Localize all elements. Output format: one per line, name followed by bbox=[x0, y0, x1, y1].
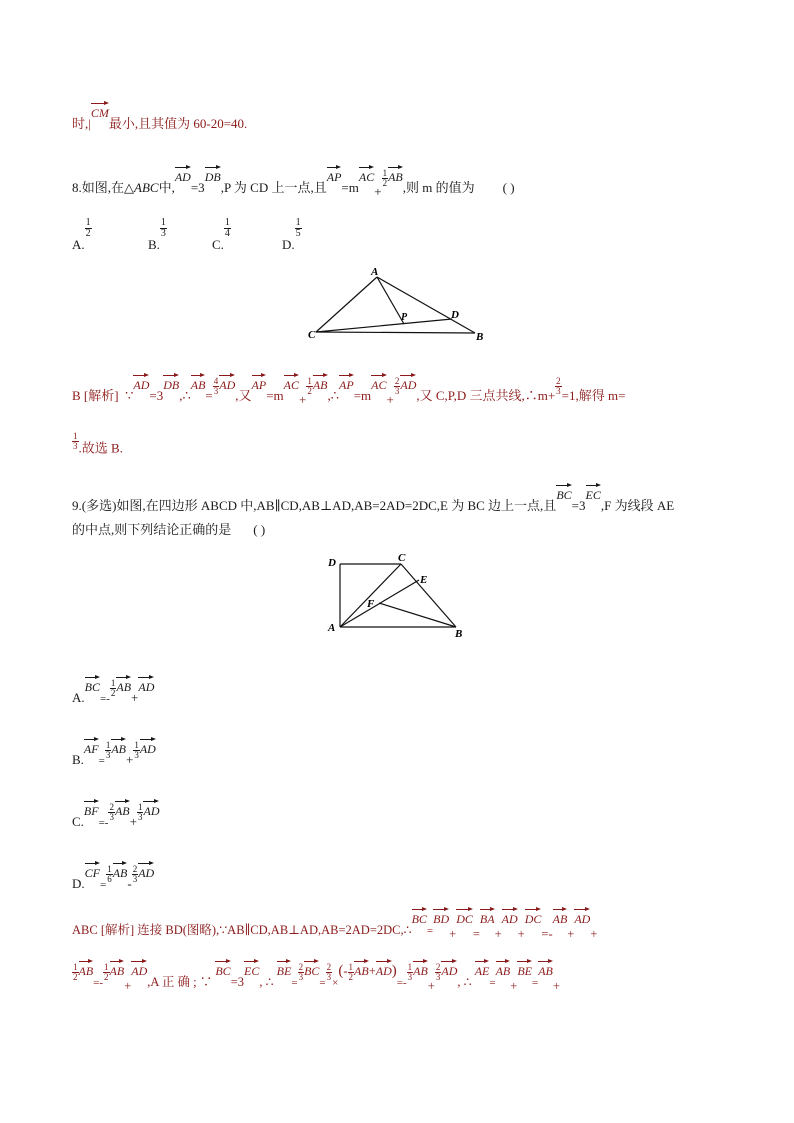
vector-dc: DC bbox=[525, 907, 542, 926]
vector-ba: BA bbox=[480, 907, 495, 926]
option-label: C. bbox=[72, 814, 84, 829]
vector-ab: AB bbox=[413, 959, 428, 978]
q8-triangle-figure bbox=[300, 262, 500, 344]
text: =- bbox=[98, 817, 109, 829]
text: + bbox=[374, 184, 382, 199]
fraction: $\frac{1}{5}$ bbox=[295, 217, 301, 239]
vector-ab: AB bbox=[313, 373, 328, 392]
fraction: $\frac{1}{3}$ bbox=[407, 961, 413, 982]
text: 9.(多选)如图,在四边形 ABCD 中,AB∥CD,AB⊥AD,AB=2AD=2DC,E 为 BC 边上一点,且 bbox=[72, 498, 557, 513]
carryover-line bbox=[72, 106, 248, 132]
text: =m bbox=[266, 388, 284, 403]
text: .故选 B. bbox=[78, 440, 123, 456]
text: ,又 C,P,D 三点共线,∴m+ bbox=[416, 388, 556, 403]
vector-ad: AD bbox=[574, 907, 590, 926]
text: + bbox=[567, 927, 575, 941]
fraction: $\frac{1}{2}$ bbox=[110, 677, 116, 698]
text: = bbox=[489, 977, 496, 989]
vector-ab: AB bbox=[553, 907, 568, 926]
text: ,∴ bbox=[327, 388, 340, 403]
vector-ad: AD bbox=[143, 799, 159, 818]
text: + bbox=[552, 979, 560, 993]
vector-ab: AB bbox=[116, 675, 131, 694]
vector-bc: BC bbox=[412, 907, 427, 926]
vector-ac: AC bbox=[359, 165, 374, 184]
vector-ad: AD bbox=[140, 737, 156, 756]
fraction: $\frac{1}{2}$ bbox=[73, 961, 78, 982]
option-label: D. bbox=[282, 237, 295, 253]
vector-ab: AB bbox=[79, 959, 94, 978]
q9-trapezoid-figure bbox=[320, 550, 470, 642]
text: , ∴ bbox=[457, 975, 472, 989]
text: = bbox=[319, 977, 326, 989]
text: =3 bbox=[190, 180, 205, 195]
vector-ad: AD bbox=[219, 373, 235, 392]
text: △ABC bbox=[124, 180, 159, 195]
text: + bbox=[517, 927, 525, 941]
text: 中, bbox=[158, 180, 175, 195]
fraction: $\frac{1}{2}$ bbox=[104, 961, 109, 982]
fraction: $\frac{2}{3}$ bbox=[132, 863, 138, 884]
fraction: $\frac{2}{3}$ bbox=[326, 961, 332, 982]
vector-be: BE bbox=[277, 959, 292, 978]
segment-cb bbox=[401, 564, 456, 627]
label-a: A bbox=[328, 622, 336, 634]
q9-analysis-cont: $\frac{1}{2}$ AB=- $\frac{1}{2}$ AB+AD,A 正 确 ; ∵ BC=3EC, ∴ BE= $\frac{2}{3}$ BC= $\frac{2}{3}$ ×(- $\frac{1}{2}$ AB+AD)=- $\frac{1}{3}$ AB+ $\frac{2}{3}$ AD, ∴ AE=AB+BE=AB+ bbox=[72, 970, 560, 993]
text: 时,| bbox=[72, 116, 91, 131]
fraction: $\frac{4}{3}$ bbox=[213, 375, 219, 396]
vector-bc: BC bbox=[556, 483, 571, 502]
option-label: B. bbox=[72, 752, 84, 767]
q8-analysis bbox=[72, 375, 626, 407]
vector-bc: BC bbox=[215, 959, 230, 978]
fraction: $\frac{2}{3}$ bbox=[394, 375, 400, 396]
vector-cf: CF bbox=[85, 861, 100, 880]
vector-ap: AP bbox=[252, 373, 267, 392]
fraction: $\frac{1}{3}$ bbox=[105, 739, 111, 760]
vector-ab: AB bbox=[113, 861, 128, 880]
label-c: C bbox=[308, 329, 316, 341]
q9-analysis bbox=[72, 912, 598, 941]
text: + bbox=[449, 927, 457, 941]
vector-ab: AB bbox=[115, 799, 130, 818]
vector-ac: AC bbox=[371, 373, 386, 392]
vector-ab: AB bbox=[111, 737, 126, 756]
fraction: $\frac{1}{3}$ bbox=[137, 801, 143, 822]
text: × bbox=[332, 977, 339, 989]
label-b: B bbox=[455, 628, 463, 640]
q9-option-a[interactable] bbox=[72, 677, 155, 709]
option-label: C. bbox=[212, 237, 224, 253]
text: + bbox=[494, 927, 502, 941]
q9-option-b[interactable] bbox=[72, 739, 156, 771]
q8-analysis-cont bbox=[72, 431, 123, 459]
vector-ap: AP bbox=[327, 165, 342, 184]
label-a: A bbox=[371, 266, 379, 278]
text: =1,解得 m= bbox=[561, 388, 626, 403]
vector-ab: AB bbox=[538, 959, 553, 978]
fraction: $\frac{1}{3}$ bbox=[134, 739, 139, 760]
option-label: D. bbox=[72, 876, 85, 891]
vector-bc: BC bbox=[304, 959, 319, 978]
vector-ad: AD bbox=[376, 959, 392, 978]
option-label: A. bbox=[72, 237, 85, 253]
q9-stem bbox=[72, 488, 675, 514]
text: + bbox=[129, 814, 137, 829]
vector-ad: AD bbox=[175, 165, 191, 184]
label-c: C bbox=[398, 552, 406, 564]
vector-ab: AB bbox=[496, 959, 511, 978]
text: + bbox=[299, 392, 307, 407]
option-label: B. bbox=[148, 237, 160, 253]
text: ,F 为线段 AE bbox=[600, 498, 675, 513]
fraction: $\frac{1}{3}$ bbox=[73, 431, 78, 451]
fraction: $\frac{1}{2}$ bbox=[307, 375, 312, 396]
vector-ab: AB bbox=[388, 165, 403, 184]
q9-option-d[interactable] bbox=[72, 863, 155, 895]
segment-fb bbox=[379, 603, 456, 627]
vector-ap: AP bbox=[339, 373, 354, 392]
option-label: A. bbox=[72, 690, 85, 705]
text: 的中点,则下列结论正确的是 bbox=[72, 522, 232, 537]
vector-ec: EC bbox=[586, 483, 601, 502]
vector-ab: AB bbox=[354, 959, 369, 978]
text: 最小,且其值为 60-20=40. bbox=[108, 116, 248, 131]
vector-bc: BC bbox=[85, 675, 100, 694]
text: = bbox=[99, 879, 107, 891]
text: =3 bbox=[230, 975, 244, 989]
vector-ab: AB bbox=[110, 959, 125, 978]
fraction: $\frac{2}{3}$ bbox=[109, 801, 114, 822]
fraction: $\frac{1}{2}$ bbox=[85, 217, 91, 239]
vector-db: DB bbox=[205, 165, 221, 184]
vector-ad: AD bbox=[138, 675, 154, 694]
fraction: $\frac{1}{2}$ bbox=[348, 961, 354, 982]
text: =m bbox=[353, 388, 372, 403]
text: = bbox=[472, 927, 480, 941]
text: + bbox=[125, 752, 134, 767]
text: =3 bbox=[149, 388, 164, 403]
answer-paren: ( ) bbox=[502, 180, 515, 195]
vector-bf: BF bbox=[84, 799, 99, 818]
q9-stem-line2 bbox=[72, 522, 265, 538]
label-f: F bbox=[367, 598, 375, 610]
label-e: E bbox=[420, 574, 428, 586]
vector-ab: AB bbox=[191, 373, 206, 392]
vector-cm: CM bbox=[91, 101, 109, 120]
text: = bbox=[531, 977, 539, 989]
text: + bbox=[510, 979, 518, 993]
text: = bbox=[205, 388, 213, 403]
vector-bd: BD bbox=[433, 907, 449, 926]
fraction: $\frac{1}{6}$ bbox=[107, 863, 112, 884]
text: + bbox=[386, 392, 394, 407]
vector-be: BE bbox=[517, 959, 532, 978]
label-p: P bbox=[401, 312, 408, 323]
text: =- bbox=[93, 977, 104, 989]
fraction: $\frac{2}{3}$ bbox=[298, 961, 304, 982]
text: 8.如图,在 bbox=[72, 180, 125, 195]
vector-ad: AD bbox=[502, 907, 518, 926]
text: = bbox=[98, 755, 105, 767]
q8-option-d[interactable] bbox=[282, 217, 302, 253]
segment-cd bbox=[316, 319, 452, 332]
vector-ae: AE bbox=[475, 959, 490, 978]
q8-stem bbox=[72, 167, 515, 199]
q8-option-b[interactable] bbox=[148, 217, 167, 253]
vector-ac: AC bbox=[284, 373, 299, 392]
text: = bbox=[291, 977, 298, 989]
segment-ac bbox=[316, 277, 377, 332]
answer-paren: ( ) bbox=[253, 522, 266, 537]
analysis-label: ABC [解析] 连接 BD(图略),∵AB∥CD,AB⊥AD,AB=2AD=2DC,∴ bbox=[72, 923, 412, 937]
label-b: B bbox=[476, 331, 484, 343]
text: ∵ bbox=[125, 388, 134, 403]
text: ,A 正 确 ; ∵ bbox=[147, 975, 213, 989]
q8-option-a[interactable] bbox=[72, 217, 92, 253]
fraction: $\frac{2}{3}$ bbox=[556, 375, 561, 396]
vector-db: DB bbox=[163, 373, 179, 392]
vector-ad: AD bbox=[138, 861, 154, 880]
text: =- bbox=[396, 977, 407, 989]
vector-ad: AD bbox=[441, 959, 457, 978]
fraction: $\frac{1}{3}$ bbox=[160, 217, 166, 239]
text: =- bbox=[541, 927, 553, 941]
fraction: $\frac{1}{4}$ bbox=[224, 217, 230, 239]
text: , ∴ bbox=[259, 975, 274, 989]
vector-ec: EC bbox=[244, 959, 259, 978]
vector-af: AF bbox=[84, 737, 99, 756]
text: ,则 m 的值为 bbox=[402, 180, 475, 195]
text: - bbox=[127, 876, 132, 891]
fraction: $\frac{1}{2}$ bbox=[382, 167, 388, 188]
text: =m bbox=[341, 180, 359, 195]
q9-option-c[interactable] bbox=[72, 801, 160, 833]
segment-cb bbox=[316, 332, 475, 333]
analysis-label: B [解析] bbox=[72, 388, 119, 403]
label-d: D bbox=[328, 557, 336, 569]
text: + bbox=[124, 979, 132, 993]
text: ,又 bbox=[235, 388, 252, 403]
q8-option-c[interactable] bbox=[212, 217, 231, 253]
text: + bbox=[590, 927, 598, 941]
text: =3 bbox=[571, 498, 586, 513]
text: + bbox=[131, 690, 139, 705]
text: + bbox=[427, 979, 435, 993]
vector-ad: AD bbox=[133, 373, 149, 392]
label-d: D bbox=[451, 309, 459, 321]
vector-ad: AD bbox=[400, 373, 416, 392]
fraction: $\frac{2}{3}$ bbox=[435, 961, 441, 982]
text: = bbox=[426, 925, 434, 937]
text: ,P 为 CD 上一点,且 bbox=[220, 180, 327, 195]
text: ,∴ bbox=[179, 388, 191, 403]
text: =- bbox=[99, 693, 110, 705]
vector-dc: DC bbox=[456, 907, 473, 926]
vector-ad: AD bbox=[131, 959, 147, 978]
